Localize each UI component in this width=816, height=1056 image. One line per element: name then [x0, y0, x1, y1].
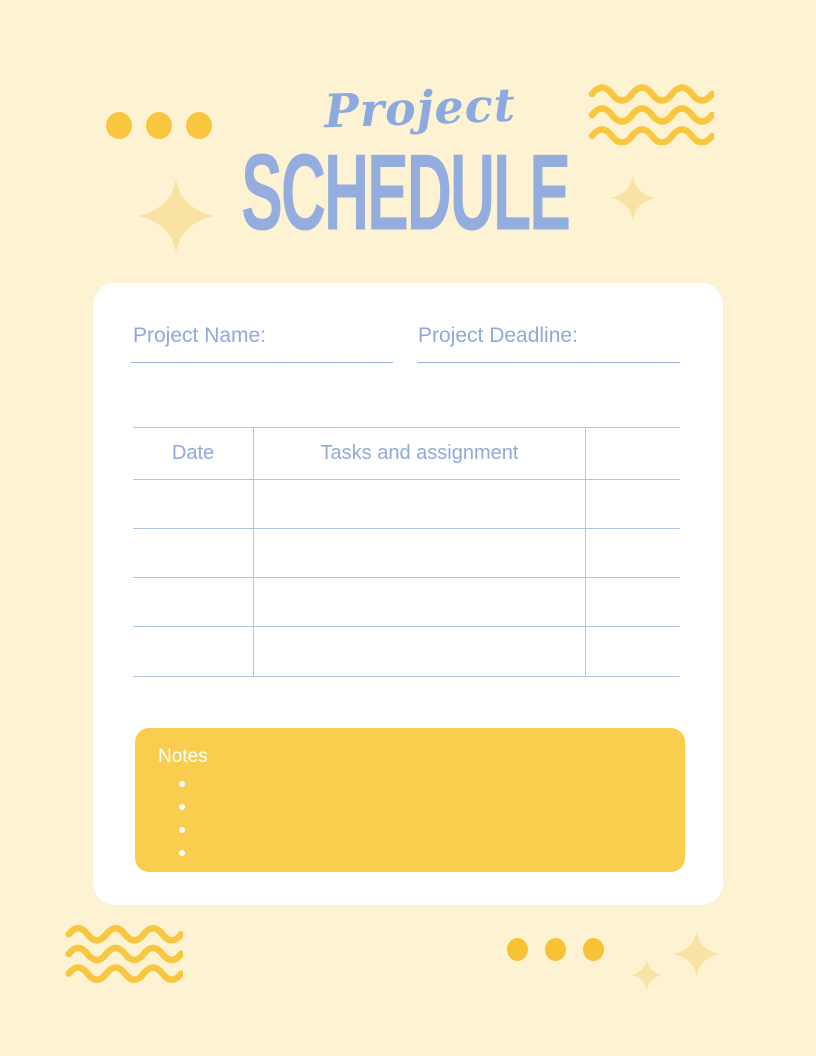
sparkle-icon: [630, 959, 663, 996]
project-deadline-field[interactable]: ______________________________: [418, 347, 681, 364]
three-dots-icon: [507, 938, 604, 961]
bullet-icon: [179, 850, 185, 856]
project-deadline-label: Project Deadline:: [418, 324, 578, 347]
page-title-script: Project: [323, 77, 517, 139]
table-header-date: Date: [133, 428, 254, 480]
notes-bullet-item[interactable]: [179, 841, 659, 864]
dot-icon: [507, 938, 528, 961]
dot-icon: [583, 938, 604, 961]
wavy-lines-icon: [65, 922, 183, 989]
schedule-table: [133, 427, 680, 677]
notes-title: Notes: [158, 746, 208, 767]
table-cell[interactable]: [586, 529, 680, 578]
notes-bullet-list: [179, 772, 659, 864]
notes-bullet-item[interactable]: [179, 795, 659, 818]
table-cell[interactable]: [133, 529, 254, 578]
page-title-text: SCHEDULE: [241, 132, 569, 254]
bullet-icon: [179, 781, 185, 787]
project-name-field[interactable]: ______________________________: [131, 347, 394, 364]
table-cell[interactable]: [133, 480, 254, 529]
table-cell[interactable]: [586, 578, 680, 627]
notes-box: [135, 728, 685, 872]
bullet-icon: [179, 827, 185, 833]
table-cell[interactable]: [133, 578, 254, 627]
project-name-label: Project Name:: [133, 324, 267, 347]
dot-icon: [545, 938, 566, 961]
bullet-icon: [179, 804, 185, 810]
table-cell[interactable]: [254, 529, 586, 578]
notes-bullet-item[interactable]: [179, 772, 659, 795]
table-cell[interactable]: [133, 627, 254, 676]
table-header-tasks: Tasks and assignment: [254, 428, 586, 480]
table-cell[interactable]: [254, 578, 586, 627]
sparkle-icon: [673, 926, 720, 987]
table-cell[interactable]: [254, 480, 586, 529]
table-cell[interactable]: [254, 627, 586, 676]
notes-bullet-item[interactable]: [179, 818, 659, 841]
page-title: [0, 132, 810, 254]
table-cell[interactable]: [586, 480, 680, 529]
table-cell[interactable]: [586, 627, 680, 676]
table-header-empty: [586, 428, 680, 480]
